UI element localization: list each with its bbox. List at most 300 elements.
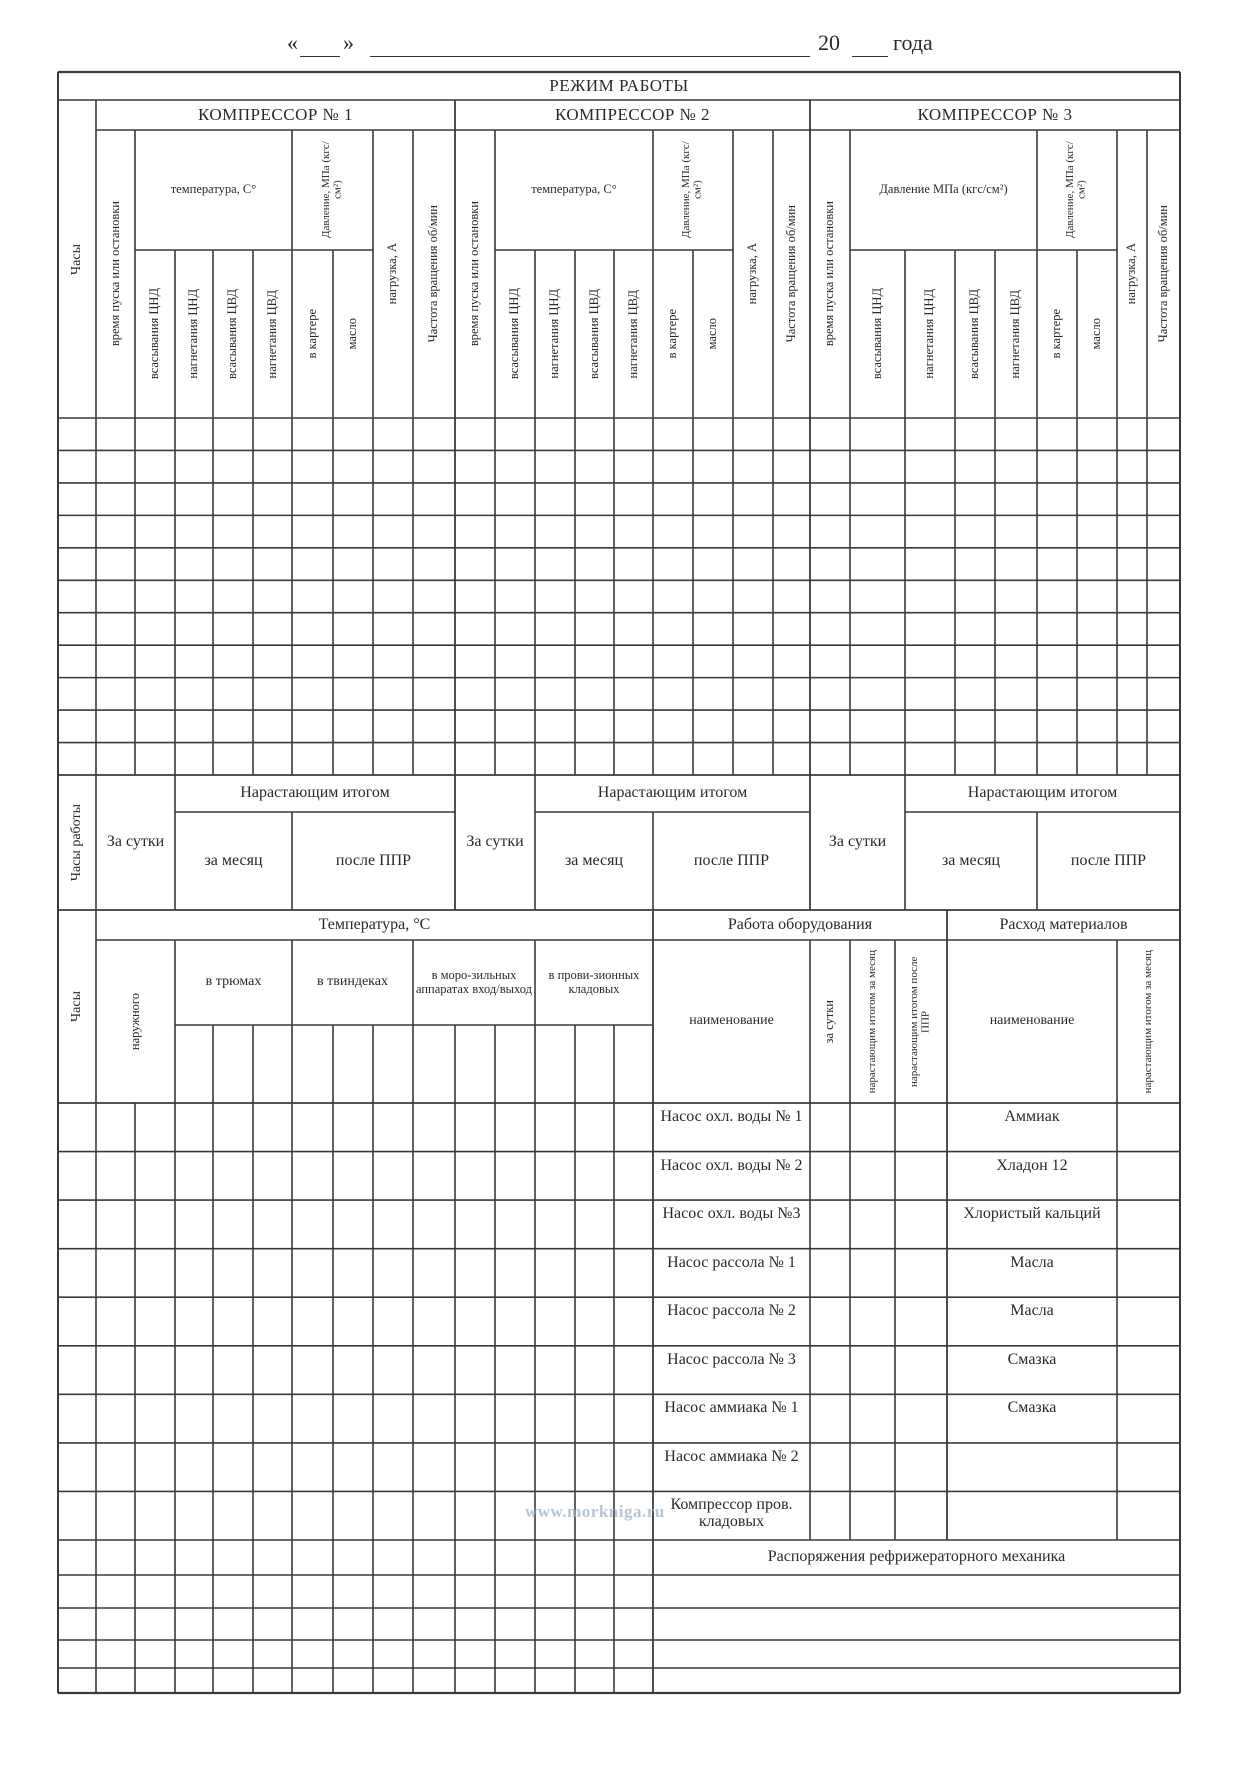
equipment-entry-cell[interactable] xyxy=(852,1493,893,1538)
regime-entry-cell[interactable] xyxy=(616,712,651,740)
equipment-entry-cell[interactable] xyxy=(812,1493,848,1538)
regime-entry-cell[interactable] xyxy=(177,582,211,610)
regime-entry-cell[interactable] xyxy=(335,680,371,708)
temperature-hour-cell[interactable] xyxy=(60,1299,94,1344)
temperature-entry-cell[interactable] xyxy=(294,1154,331,1199)
temperature-entry-cell[interactable] xyxy=(335,1493,371,1538)
regime-entry-cell[interactable] xyxy=(537,647,573,675)
regime-entry-cell[interactable] xyxy=(415,647,453,675)
regime-entry-cell[interactable] xyxy=(415,550,453,578)
temperature-entry-cell[interactable] xyxy=(215,1105,251,1150)
material-entry-cell[interactable] xyxy=(1119,1445,1178,1490)
regime-entry-cell[interactable] xyxy=(907,745,953,773)
regime-entry-cell[interactable] xyxy=(775,485,808,513)
hour-cell[interactable] xyxy=(60,680,94,708)
regime-entry-cell[interactable] xyxy=(735,517,771,545)
temperature-entry-cell[interactable] xyxy=(537,1396,573,1441)
temperature-entry-cell[interactable] xyxy=(375,1348,411,1393)
equipment-entry-cell[interactable] xyxy=(812,1299,848,1344)
regime-entry-cell[interactable] xyxy=(907,517,953,545)
regime-entry-cell[interactable] xyxy=(997,485,1035,513)
temperature-entry-cell[interactable] xyxy=(215,1577,251,1606)
regime-entry-cell[interactable] xyxy=(852,485,903,513)
temperature-entry-cell[interactable] xyxy=(98,1642,133,1666)
regime-entry-cell[interactable] xyxy=(537,517,573,545)
temperature-entry-cell[interactable] xyxy=(177,1396,211,1441)
regime-entry-cell[interactable] xyxy=(577,647,612,675)
temperature-entry-cell[interactable] xyxy=(537,1154,573,1199)
temperature-entry-cell[interactable] xyxy=(415,1670,453,1691)
regime-entry-cell[interactable] xyxy=(497,647,533,675)
regime-entry-cell[interactable] xyxy=(457,550,493,578)
temperature-entry-cell[interactable] xyxy=(537,1577,573,1606)
regime-entry-cell[interactable] xyxy=(775,647,808,675)
temperature-entry-cell[interactable] xyxy=(137,1251,173,1296)
regime-entry-cell[interactable] xyxy=(255,582,290,610)
temperature-entry-cell[interactable] xyxy=(577,1610,612,1638)
regime-entry-cell[interactable] xyxy=(852,420,903,448)
regime-entry-cell[interactable] xyxy=(177,615,211,643)
temperature-entry-cell[interactable] xyxy=(294,1577,331,1606)
regime-entry-cell[interactable] xyxy=(1039,745,1075,773)
temperature-entry-cell[interactable] xyxy=(137,1202,173,1247)
material-entry-cell[interactable] xyxy=(1119,1202,1178,1247)
temperature-entry-cell[interactable] xyxy=(255,1577,290,1606)
regime-entry-cell[interactable] xyxy=(137,680,173,708)
equipment-entry-cell[interactable] xyxy=(812,1445,848,1490)
regime-entry-cell[interactable] xyxy=(215,420,251,448)
temperature-entry-cell[interactable] xyxy=(137,1493,173,1538)
temperature-entry-cell[interactable] xyxy=(177,1445,211,1490)
regime-entry-cell[interactable] xyxy=(907,582,953,610)
equipment-entry-cell[interactable] xyxy=(897,1202,945,1247)
regime-entry-cell[interactable] xyxy=(457,452,493,480)
temperature-entry-cell[interactable] xyxy=(98,1493,133,1538)
temperature-entry-cell[interactable] xyxy=(255,1299,290,1344)
equipment-entry-cell[interactable] xyxy=(897,1251,945,1296)
regime-entry-cell[interactable] xyxy=(457,582,493,610)
temperature-entry-cell[interactable] xyxy=(98,1154,133,1199)
regime-entry-cell[interactable] xyxy=(215,550,251,578)
regime-entry-cell[interactable] xyxy=(255,745,290,773)
temperature-entry-cell[interactable] xyxy=(294,1105,331,1150)
regime-entry-cell[interactable] xyxy=(294,582,331,610)
equipment-entry-cell[interactable] xyxy=(812,1105,848,1150)
regime-entry-cell[interactable] xyxy=(577,517,612,545)
temperature-entry-cell[interactable] xyxy=(98,1105,133,1150)
regime-entry-cell[interactable] xyxy=(137,452,173,480)
regime-entry-cell[interactable] xyxy=(997,647,1035,675)
regime-entry-cell[interactable] xyxy=(375,452,411,480)
regime-entry-cell[interactable] xyxy=(616,550,651,578)
regime-entry-cell[interactable] xyxy=(775,420,808,448)
regime-entry-cell[interactable] xyxy=(1079,615,1115,643)
regime-entry-cell[interactable] xyxy=(735,745,771,773)
temperature-entry-cell[interactable] xyxy=(255,1348,290,1393)
regime-entry-cell[interactable] xyxy=(852,712,903,740)
regime-entry-cell[interactable] xyxy=(1039,485,1075,513)
regime-entry-cell[interactable] xyxy=(957,615,993,643)
temperature-entry-cell[interactable] xyxy=(537,1445,573,1490)
regime-entry-cell[interactable] xyxy=(1119,615,1145,643)
regime-entry-cell[interactable] xyxy=(335,452,371,480)
regime-entry-cell[interactable] xyxy=(294,420,331,448)
hour-cell[interactable] xyxy=(60,550,94,578)
regime-entry-cell[interactable] xyxy=(775,550,808,578)
equipment-entry-cell[interactable] xyxy=(852,1154,893,1199)
regime-entry-cell[interactable] xyxy=(655,712,691,740)
regime-entry-cell[interactable] xyxy=(137,615,173,643)
regime-entry-cell[interactable] xyxy=(255,420,290,448)
regime-entry-cell[interactable] xyxy=(215,680,251,708)
regime-entry-cell[interactable] xyxy=(852,517,903,545)
regime-entry-cell[interactable] xyxy=(852,615,903,643)
regime-entry-cell[interactable] xyxy=(577,745,612,773)
regime-entry-cell[interactable] xyxy=(695,485,731,513)
temperature-entry-cell[interactable] xyxy=(98,1251,133,1296)
temperature-entry-cell[interactable] xyxy=(255,1396,290,1441)
regime-entry-cell[interactable] xyxy=(98,647,133,675)
regime-entry-cell[interactable] xyxy=(1149,680,1178,708)
temperature-entry-cell[interactable] xyxy=(335,1610,371,1638)
regime-entry-cell[interactable] xyxy=(957,517,993,545)
equipment-entry-cell[interactable] xyxy=(852,1251,893,1296)
regime-entry-cell[interactable] xyxy=(1149,420,1178,448)
regime-entry-cell[interactable] xyxy=(695,452,731,480)
equipment-entry-cell[interactable] xyxy=(852,1299,893,1344)
temperature-entry-cell[interactable] xyxy=(255,1105,290,1150)
regime-entry-cell[interactable] xyxy=(735,712,771,740)
temperature-entry-cell[interactable] xyxy=(577,1251,612,1296)
temperature-entry-cell[interactable] xyxy=(375,1610,411,1638)
regime-entry-cell[interactable] xyxy=(812,615,848,643)
temperature-entry-cell[interactable] xyxy=(497,1105,533,1150)
regime-entry-cell[interactable] xyxy=(294,712,331,740)
temperature-hour-cell[interactable] xyxy=(60,1251,94,1296)
temperature-entry-cell[interactable] xyxy=(335,1445,371,1490)
regime-entry-cell[interactable] xyxy=(735,420,771,448)
temperature-entry-cell[interactable] xyxy=(497,1670,533,1691)
temperature-entry-cell[interactable] xyxy=(177,1202,211,1247)
temperature-entry-cell[interactable] xyxy=(335,1348,371,1393)
regime-entry-cell[interactable] xyxy=(415,582,453,610)
material-entry-cell[interactable] xyxy=(1119,1105,1178,1150)
equipment-entry-cell[interactable] xyxy=(852,1396,893,1441)
regime-entry-cell[interactable] xyxy=(457,712,493,740)
equipment-entry-cell[interactable] xyxy=(897,1445,945,1490)
temperature-hour-cell[interactable] xyxy=(60,1105,94,1150)
regime-entry-cell[interactable] xyxy=(997,615,1035,643)
regime-entry-cell[interactable] xyxy=(1149,745,1178,773)
regime-entry-cell[interactable] xyxy=(695,647,731,675)
regime-entry-cell[interactable] xyxy=(907,680,953,708)
regime-entry-cell[interactable] xyxy=(616,582,651,610)
regime-entry-cell[interactable] xyxy=(1119,550,1145,578)
regime-entry-cell[interactable] xyxy=(1119,517,1145,545)
temperature-hour-cell[interactable] xyxy=(60,1610,94,1638)
regime-entry-cell[interactable] xyxy=(775,452,808,480)
regime-entry-cell[interactable] xyxy=(98,420,133,448)
regime-entry-cell[interactable] xyxy=(215,712,251,740)
temperature-hour-cell[interactable] xyxy=(60,1445,94,1490)
regime-entry-cell[interactable] xyxy=(735,452,771,480)
temperature-entry-cell[interactable] xyxy=(255,1670,290,1691)
regime-entry-cell[interactable] xyxy=(907,452,953,480)
regime-entry-cell[interactable] xyxy=(735,582,771,610)
temperature-entry-cell[interactable] xyxy=(457,1577,493,1606)
temperature-entry-cell[interactable] xyxy=(98,1396,133,1441)
regime-entry-cell[interactable] xyxy=(98,550,133,578)
temperature-entry-cell[interactable] xyxy=(137,1642,173,1666)
regime-entry-cell[interactable] xyxy=(335,485,371,513)
temperature-entry-cell[interactable] xyxy=(215,1299,251,1344)
regime-entry-cell[interactable] xyxy=(616,420,651,448)
regime-entry-cell[interactable] xyxy=(215,582,251,610)
temperature-entry-cell[interactable] xyxy=(177,1542,211,1573)
temperature-entry-cell[interactable] xyxy=(335,1202,371,1247)
material-entry-cell[interactable] xyxy=(1119,1154,1178,1199)
temperature-entry-cell[interactable] xyxy=(457,1642,493,1666)
regime-entry-cell[interactable] xyxy=(1149,485,1178,513)
temperature-entry-cell[interactable] xyxy=(215,1202,251,1247)
temperature-entry-cell[interactable] xyxy=(375,1493,411,1538)
regime-entry-cell[interactable] xyxy=(577,550,612,578)
temperature-entry-cell[interactable] xyxy=(137,1577,173,1606)
regime-entry-cell[interactable] xyxy=(655,420,691,448)
regime-entry-cell[interactable] xyxy=(1079,485,1115,513)
regime-entry-cell[interactable] xyxy=(695,680,731,708)
regime-entry-cell[interactable] xyxy=(655,745,691,773)
temperature-entry-cell[interactable] xyxy=(375,1202,411,1247)
regime-entry-cell[interactable] xyxy=(255,712,290,740)
temperature-entry-cell[interactable] xyxy=(415,1577,453,1606)
temperature-entry-cell[interactable] xyxy=(98,1348,133,1393)
regime-entry-cell[interactable] xyxy=(375,517,411,545)
regime-entry-cell[interactable] xyxy=(457,485,493,513)
regime-entry-cell[interactable] xyxy=(98,680,133,708)
temperature-entry-cell[interactable] xyxy=(255,1251,290,1296)
regime-entry-cell[interactable] xyxy=(695,582,731,610)
regime-entry-cell[interactable] xyxy=(537,485,573,513)
hour-cell[interactable] xyxy=(60,745,94,773)
temperature-entry-cell[interactable] xyxy=(335,1154,371,1199)
hour-cell[interactable] xyxy=(60,712,94,740)
temperature-entry-cell[interactable] xyxy=(457,1670,493,1691)
temperature-entry-cell[interactable] xyxy=(497,1642,533,1666)
regime-entry-cell[interactable] xyxy=(457,615,493,643)
temperature-hour-cell[interactable] xyxy=(60,1493,94,1538)
regime-entry-cell[interactable] xyxy=(1079,517,1115,545)
regime-entry-cell[interactable] xyxy=(812,550,848,578)
regime-entry-cell[interactable] xyxy=(1079,582,1115,610)
temperature-entry-cell[interactable] xyxy=(457,1396,493,1441)
temperature-entry-cell[interactable] xyxy=(294,1445,331,1490)
regime-entry-cell[interactable] xyxy=(375,680,411,708)
regime-entry-cell[interactable] xyxy=(997,680,1035,708)
temperature-entry-cell[interactable] xyxy=(137,1105,173,1150)
orders-entry-line[interactable] xyxy=(655,1610,1178,1638)
temperature-entry-cell[interactable] xyxy=(577,1670,612,1691)
regime-entry-cell[interactable] xyxy=(907,485,953,513)
regime-entry-cell[interactable] xyxy=(997,517,1035,545)
regime-entry-cell[interactable] xyxy=(775,680,808,708)
regime-entry-cell[interactable] xyxy=(812,712,848,740)
regime-entry-cell[interactable] xyxy=(1149,550,1178,578)
temperature-entry-cell[interactable] xyxy=(537,1105,573,1150)
temperature-entry-cell[interactable] xyxy=(415,1642,453,1666)
temperature-entry-cell[interactable] xyxy=(415,1348,453,1393)
regime-entry-cell[interactable] xyxy=(577,452,612,480)
temperature-hour-cell[interactable] xyxy=(60,1396,94,1441)
temperature-entry-cell[interactable] xyxy=(137,1445,173,1490)
temperature-entry-cell[interactable] xyxy=(294,1348,331,1393)
regime-entry-cell[interactable] xyxy=(852,582,903,610)
regime-entry-cell[interactable] xyxy=(177,550,211,578)
regime-entry-cell[interactable] xyxy=(415,615,453,643)
regime-entry-cell[interactable] xyxy=(616,680,651,708)
temperature-entry-cell[interactable] xyxy=(457,1299,493,1344)
regime-entry-cell[interactable] xyxy=(98,582,133,610)
regime-entry-cell[interactable] xyxy=(1119,452,1145,480)
regime-entry-cell[interactable] xyxy=(907,615,953,643)
temperature-entry-cell[interactable] xyxy=(215,1251,251,1296)
regime-entry-cell[interactable] xyxy=(775,712,808,740)
temperature-entry-cell[interactable] xyxy=(294,1396,331,1441)
regime-entry-cell[interactable] xyxy=(255,647,290,675)
temperature-entry-cell[interactable] xyxy=(98,1542,133,1573)
regime-entry-cell[interactable] xyxy=(1119,420,1145,448)
temperature-entry-cell[interactable] xyxy=(375,1299,411,1344)
temperature-entry-cell[interactable] xyxy=(177,1348,211,1393)
regime-entry-cell[interactable] xyxy=(177,680,211,708)
regime-entry-cell[interactable] xyxy=(655,680,691,708)
regime-entry-cell[interactable] xyxy=(335,615,371,643)
regime-entry-cell[interactable] xyxy=(497,582,533,610)
regime-entry-cell[interactable] xyxy=(1149,615,1178,643)
regime-entry-cell[interactable] xyxy=(735,615,771,643)
regime-entry-cell[interactable] xyxy=(907,647,953,675)
temperature-entry-cell[interactable] xyxy=(215,1396,251,1441)
temperature-entry-cell[interactable] xyxy=(98,1202,133,1247)
regime-entry-cell[interactable] xyxy=(616,647,651,675)
regime-entry-cell[interactable] xyxy=(177,452,211,480)
regime-entry-cell[interactable] xyxy=(457,517,493,545)
regime-entry-cell[interactable] xyxy=(177,517,211,545)
temperature-entry-cell[interactable] xyxy=(215,1154,251,1199)
regime-entry-cell[interactable] xyxy=(375,647,411,675)
temperature-entry-cell[interactable] xyxy=(335,1670,371,1691)
hour-cell[interactable] xyxy=(60,615,94,643)
regime-entry-cell[interactable] xyxy=(812,517,848,545)
regime-entry-cell[interactable] xyxy=(1039,712,1075,740)
regime-entry-cell[interactable] xyxy=(1039,452,1075,480)
temperature-hour-cell[interactable] xyxy=(60,1577,94,1606)
regime-entry-cell[interactable] xyxy=(1149,647,1178,675)
regime-entry-cell[interactable] xyxy=(695,550,731,578)
temperature-entry-cell[interactable] xyxy=(415,1396,453,1441)
regime-entry-cell[interactable] xyxy=(735,550,771,578)
regime-entry-cell[interactable] xyxy=(907,420,953,448)
regime-entry-cell[interactable] xyxy=(137,582,173,610)
equipment-entry-cell[interactable] xyxy=(852,1105,893,1150)
regime-entry-cell[interactable] xyxy=(497,680,533,708)
regime-entry-cell[interactable] xyxy=(812,452,848,480)
material-entry-cell[interactable] xyxy=(1119,1493,1178,1538)
regime-entry-cell[interactable] xyxy=(215,745,251,773)
regime-entry-cell[interactable] xyxy=(1039,420,1075,448)
temperature-entry-cell[interactable] xyxy=(335,1105,371,1150)
equipment-entry-cell[interactable] xyxy=(897,1105,945,1150)
regime-entry-cell[interactable] xyxy=(294,550,331,578)
regime-entry-cell[interactable] xyxy=(98,452,133,480)
regime-entry-cell[interactable] xyxy=(655,615,691,643)
equipment-entry-cell[interactable] xyxy=(852,1202,893,1247)
regime-entry-cell[interactable] xyxy=(775,582,808,610)
regime-entry-cell[interactable] xyxy=(415,452,453,480)
regime-entry-cell[interactable] xyxy=(137,517,173,545)
regime-entry-cell[interactable] xyxy=(497,550,533,578)
regime-entry-cell[interactable] xyxy=(375,582,411,610)
temperature-entry-cell[interactable] xyxy=(415,1610,453,1638)
temperature-entry-cell[interactable] xyxy=(177,1493,211,1538)
temperature-entry-cell[interactable] xyxy=(577,1577,612,1606)
temperature-entry-cell[interactable] xyxy=(537,1670,573,1691)
temperature-hour-cell[interactable] xyxy=(60,1642,94,1666)
regime-entry-cell[interactable] xyxy=(616,615,651,643)
regime-entry-cell[interactable] xyxy=(655,485,691,513)
temperature-entry-cell[interactable] xyxy=(294,1202,331,1247)
temperature-entry-cell[interactable] xyxy=(137,1154,173,1199)
temperature-entry-cell[interactable] xyxy=(335,1299,371,1344)
temperature-entry-cell[interactable] xyxy=(375,1445,411,1490)
regime-entry-cell[interactable] xyxy=(775,517,808,545)
temperature-entry-cell[interactable] xyxy=(215,1642,251,1666)
regime-entry-cell[interactable] xyxy=(1039,615,1075,643)
regime-entry-cell[interactable] xyxy=(335,517,371,545)
temperature-entry-cell[interactable] xyxy=(294,1670,331,1691)
equipment-entry-cell[interactable] xyxy=(812,1348,848,1393)
regime-entry-cell[interactable] xyxy=(695,712,731,740)
temperature-entry-cell[interactable] xyxy=(375,1105,411,1150)
temperature-entry-cell[interactable] xyxy=(215,1493,251,1538)
regime-entry-cell[interactable] xyxy=(415,420,453,448)
temperature-entry-cell[interactable] xyxy=(335,1396,371,1441)
temperature-entry-cell[interactable] xyxy=(294,1299,331,1344)
regime-entry-cell[interactable] xyxy=(735,680,771,708)
regime-entry-cell[interactable] xyxy=(497,745,533,773)
temperature-entry-cell[interactable] xyxy=(457,1105,493,1150)
temperature-entry-cell[interactable] xyxy=(497,1154,533,1199)
regime-entry-cell[interactable] xyxy=(812,485,848,513)
regime-entry-cell[interactable] xyxy=(1079,745,1115,773)
temperature-entry-cell[interactable] xyxy=(537,1642,573,1666)
regime-entry-cell[interactable] xyxy=(294,485,331,513)
regime-entry-cell[interactable] xyxy=(177,647,211,675)
regime-entry-cell[interactable] xyxy=(415,485,453,513)
regime-entry-cell[interactable] xyxy=(177,485,211,513)
regime-entry-cell[interactable] xyxy=(577,420,612,448)
temperature-entry-cell[interactable] xyxy=(137,1299,173,1344)
regime-entry-cell[interactable] xyxy=(497,420,533,448)
temperature-entry-cell[interactable] xyxy=(294,1610,331,1638)
regime-entry-cell[interactable] xyxy=(1039,647,1075,675)
regime-entry-cell[interactable] xyxy=(177,745,211,773)
regime-entry-cell[interactable] xyxy=(215,517,251,545)
temperature-entry-cell[interactable] xyxy=(98,1445,133,1490)
equipment-entry-cell[interactable] xyxy=(897,1493,945,1538)
regime-entry-cell[interactable] xyxy=(616,452,651,480)
temperature-hour-cell[interactable] xyxy=(60,1154,94,1199)
